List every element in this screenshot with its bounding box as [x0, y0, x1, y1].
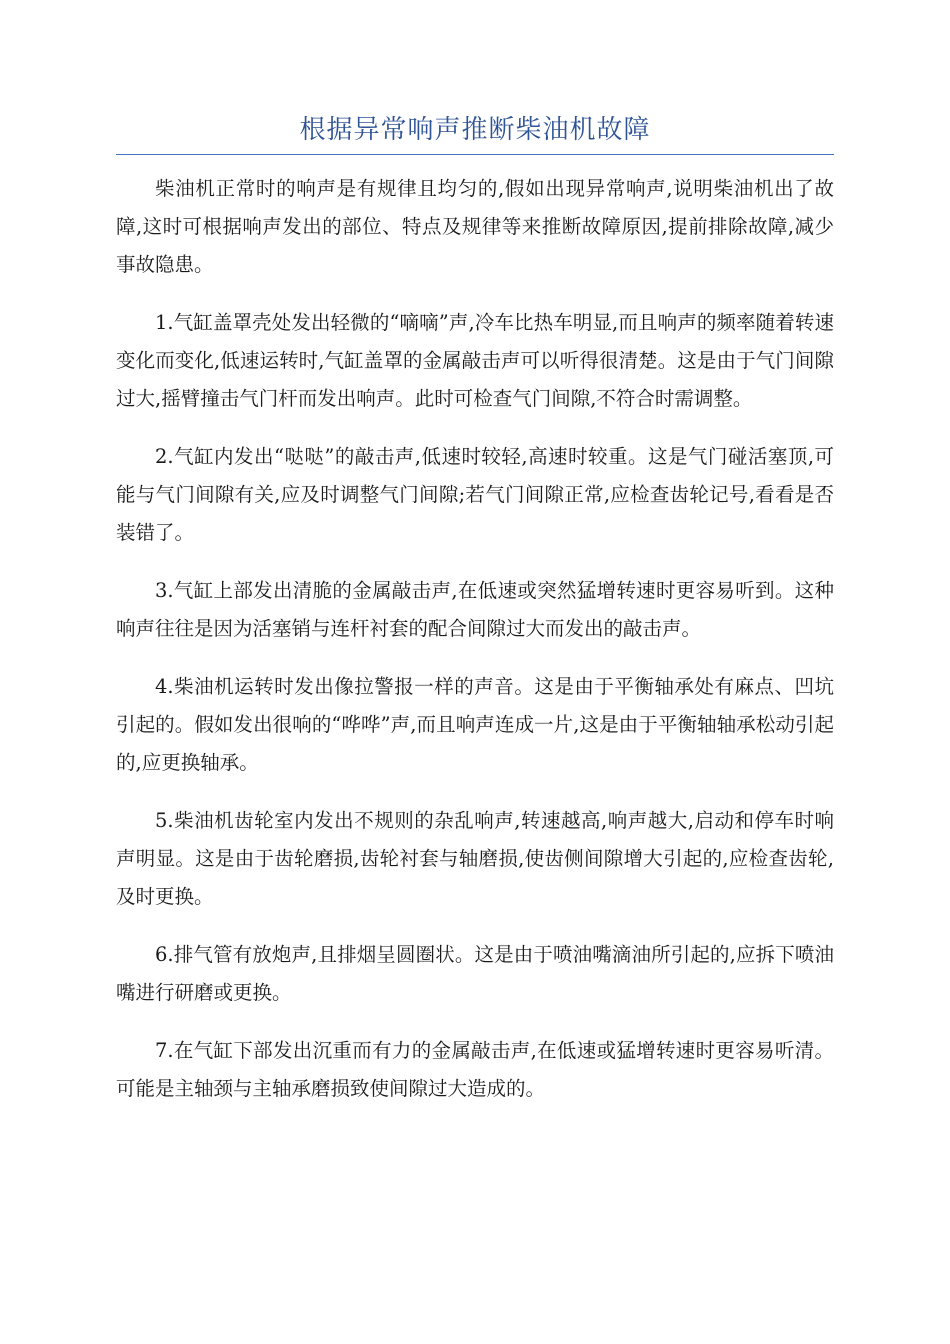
- item-paragraph-5: 5.柴油机齿轮室内发出不规则的杂乱响声,转速越高,响声越大,启动和停车时响声明显。这是由于齿轮磨损,齿轮衬套与轴磨损,使齿侧间隙增大引起的,应检查齿轮,及时更换。: [116, 809, 834, 908]
- item-paragraph-4: 4.柴油机运转时发出像拉警报一样的声音。这是由于平衡轴承处有麻点、凹坑引起的。假如发出很响的“哗哗”声,而且响声连成一片,这是由于平衡轴轴承松动引起的,应更换轴承。: [116, 675, 834, 774]
- item-paragraph-2: 2.气缸内发出“哒哒”的敲击声,低速时较轻,高速时较重。这是气门碰活塞顶,可能与气门间隙有关,应及时调整气门间隙;若气门间隙正常,应检查齿轮记号,看看是否装错了。: [116, 445, 834, 544]
- document-body: [116, 170, 834, 1128]
- item-paragraph-3: 3.气缸上部发出清脆的金属敲击声,在低速或突然猛增转速时更容易听到。这种响声往往是因为活塞销与连杆衬套的配合间隙过大而发出的敲击声。: [116, 579, 834, 640]
- item-paragraph-6: 6.排气管有放炮声,且排烟呈圆圈状。这是由于喷油嘴滴油所引起的,应拆下喷油嘴进行研磨或更换。: [116, 943, 834, 1004]
- document-title: 根据异常响声推断柴油机故障: [299, 115, 651, 145]
- title-underline: [116, 154, 834, 155]
- item-paragraph-7: 7.在气缸下部发出沉重而有力的金属敲击声,在低速或猛增转速时更容易听清。可能是主轴颈与主轴承磨损致使间隙过大造成的。: [116, 1039, 834, 1100]
- item-paragraph-1: 1.气缸盖罩壳处发出轻微的“嘀嘀”声,冷车比热车明显,而且响声的频率随着转速变化而变化,低速运转时,气缸盖罩的金属敲击声可以听得很清楚。这是由于气门间隙过大,摇臂撞击气门杆而发出响声。此时可检查气门间隙,不符合时需调整。: [116, 311, 834, 410]
- intro-paragraph: 柴油机正常时的响声是有规律且均匀的,假如出现异常响声,说明柴油机出了故障,这时可根据响声发出的部位、特点及规律等来推断故障原因,提前排除故障,减少事故隐患。: [116, 177, 834, 276]
